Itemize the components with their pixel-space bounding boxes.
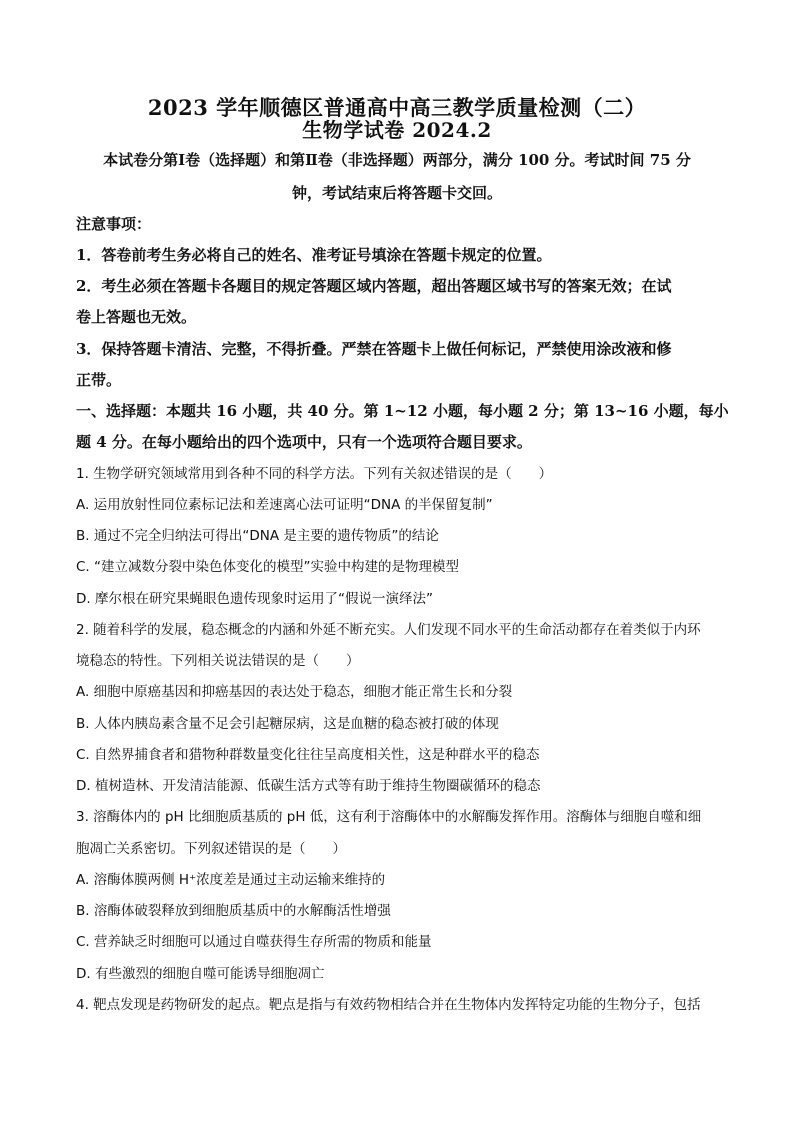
question-2-stem-line-1: 2. 随着科学的发展，稳态概念的内涵和外延不断充实。人们发现不同水平的生命活动都存在着类似于内环 (76, 622, 701, 638)
question-1-option-c: C. “建立减数分裂中染色体变化的模型”实验中构建的是物理模型 (76, 559, 459, 575)
intro-line-1: 本试卷分第Ⅰ卷（选择题）和第Ⅱ卷（非选择题）两部分，满分 100 分。考试时间 75 分 (103, 151, 691, 169)
question-3-option-d: D. 有些激烈的细胞自噬可能诱导细胞凋亡 (76, 966, 325, 982)
question-2-option-d: D. 植树造林、开发清洁能源、低碳生活方式等有助于维持生物圈碳循环的稳态 (76, 778, 541, 794)
question-1-option-b: B. 通过不完全归纳法可得出“DNA 是主要的遗传物质”的结论 (76, 528, 439, 544)
notes-heading: 注意事项： (76, 215, 152, 233)
note-2-line-2: 卷上答题也无效。 (76, 308, 197, 326)
question-4-stem-line-1: 4. 靶点发现是药物研发的起点。靶点是指与有效药物相结合并在生物体内发挥特定功能的生物分子，包括 (76, 997, 701, 1013)
question-2-option-b: B. 人体内胰岛素含量不足会引起糖尿病，这是血糖的稳态被打破的体现 (76, 716, 499, 732)
question-3-option-a: A. 溶酶体膜两侧 H⁺浓度差是通过主动运输来维持的 (76, 872, 386, 888)
note-3-line-2: 正带。 (76, 371, 122, 389)
note-1: 1．答卷前考生务必将自己的姓名、准考证号填涂在答题卡规定的位置。 (76, 246, 552, 264)
question-1-stem: 1. 生物学研究领域常用到各种不同的科学方法。下列有关叙述错误的是（ ） (76, 466, 553, 482)
question-3-stem-line-2: 胞凋亡关系密切。下列叙述错误的是（ ） (76, 841, 346, 857)
question-1-option-d: D. 摩尔根在研究果蝇眼色遗传现象时运用了“假说一演绎法” (76, 591, 433, 607)
question-2-option-a: A. 细胞中原癌基因和抑癌基因的表达处于稳态，细胞才能正常生长和分裂 (76, 684, 513, 700)
question-1-option-a: A. 运用放射性同位素标记法和差速离心法可证明“DNA 的半保留复制” (76, 497, 493, 513)
question-3-option-c: C. 营养缺乏时细胞可以通过自噬获得生存所需的物质和能量 (76, 934, 432, 950)
question-3-stem-line-1: 3. 溶酶体内的 pH 比细胞质基质的 pH 低，这有利于溶酶体中的水解酶发挥作用。溶酶体与细胞自噬和细 (76, 809, 702, 825)
exam-title: 2023 学年顺德区普通高中高三教学质量检测（二） (147, 95, 647, 120)
note-3-line-1: 3．保持答题卡清洁、完整，不得折叠。严禁在答题卡上做任何标记，严禁使用涂改液和修 (76, 340, 672, 358)
question-3-option-b: B. 溶酶体破裂释放到细胞质基质中的水解酶活性增强 (76, 903, 391, 919)
question-2-option-c: C. 自然界捕食者和猎物种群数量变化往往呈高度相关性，这是种群水平的稳态 (76, 747, 540, 763)
intro-line-2: 钟，考试结束后将答题卡交回。 (291, 184, 502, 202)
exam-subtitle: 生物学试卷 2024.2 (302, 118, 492, 142)
note-2-line-1: 2．考生必须在答题卡各题目的规定答题区域内答题，超出答题区域书写的答案无效；在试 (76, 277, 672, 295)
section-heading-line-2: 题 4 分。在每小题给出的四个选项中，只有一个选项符合题目要求。 (76, 433, 532, 451)
question-2-stem-line-2: 境稳态的特性。下列相关说法错误的是（ ） (76, 653, 360, 669)
section-heading-line-1: 一、选择题：本题共 16 小题，共 40 分。第 1~12 小题，每小题 2 分；第 13~16 小题，每小 (76, 402, 729, 420)
